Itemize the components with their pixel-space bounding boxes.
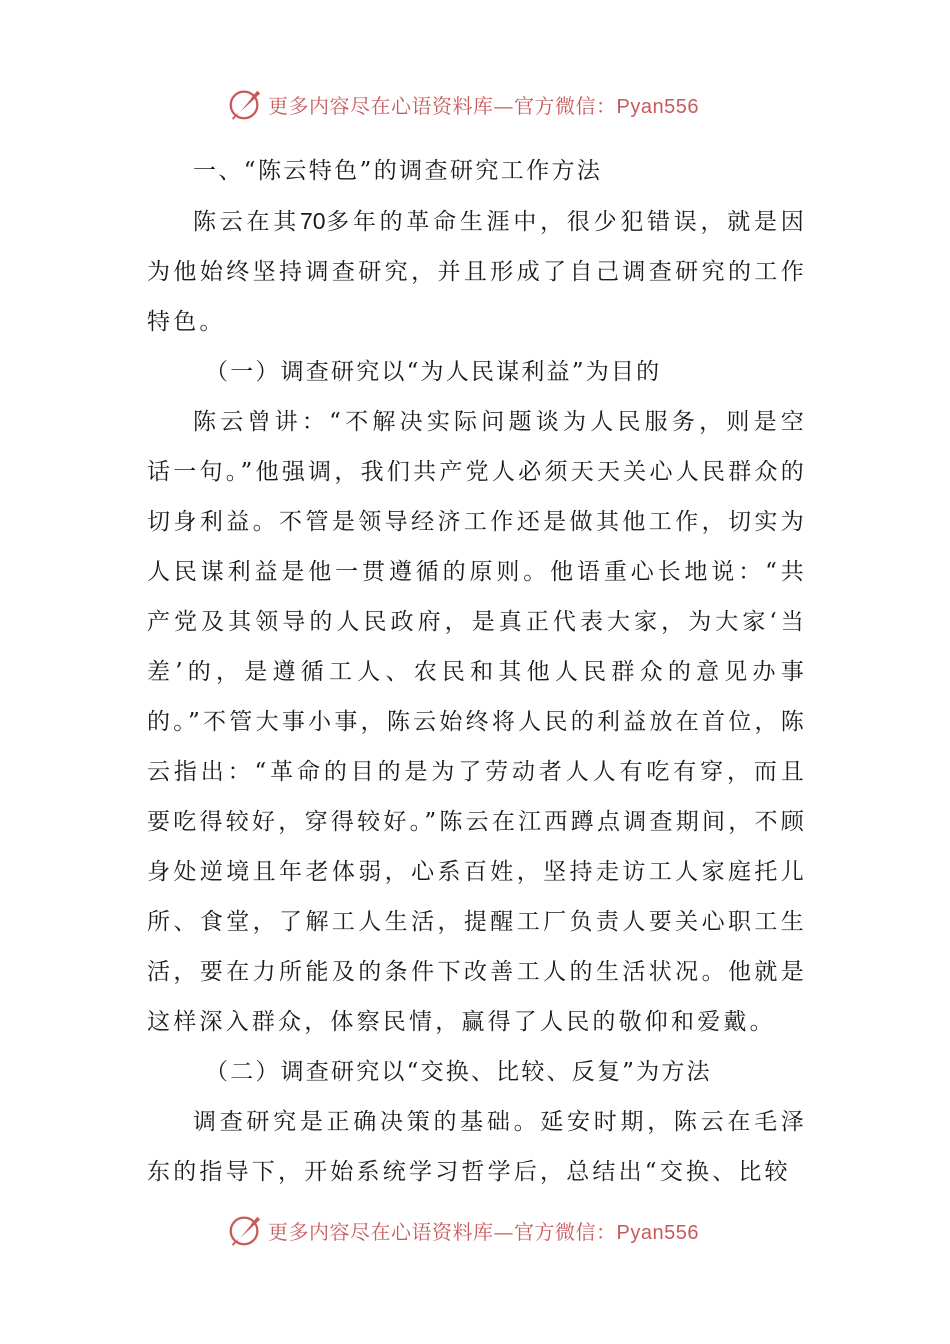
subsection-title-1: （一）调查研究以“为人民谋利益”为目的 <box>205 359 662 385</box>
document-body <box>147 146 807 1197</box>
intro-paragraph: 陈云在其70多年的革命生涯中，很少犯错误，就是因为他始终坚持调查研究，并且形成了自己调查研究的工作特色。 <box>147 208 807 335</box>
watermark-text: 更多内容尽在心语资料库—官方微信：Pyan556 <box>268 1219 699 1244</box>
subsection-body-2: 调查研究是正确决策的基础。延安时期，陈云在毛泽东的指导下，开始系统学习哲学后，总结出“交换、比较 <box>147 1109 807 1185</box>
watermark-header <box>226 84 699 124</box>
watermark-text: 更多内容尽在心语资料库—官方微信：Pyan556 <box>268 93 699 118</box>
watermark-wechat-id: Pyan556 <box>616 1221 699 1244</box>
section-heading: 一、“陈云特色”的调查研究工作方法 <box>193 158 603 184</box>
subsection-body-1: 陈云曾讲：“不解决实际问题谈为人民服务，则是空话一句。”他强调，我们共产党人必须天天关心人民群众的切身利益。不管是领导经济工作还是做其他工作，切实为人民谋利益是他一贯遵循的原则。他语重心长地说：“共产党及其领导的人民政府，是真正代表大家，为大家‘当差’的，是遵循工人、农民和其他人民群众的意见办事的。”不管大事小事，陈云始终将人民的利益放在首位，陈云指出：“革命的目的是为了劳动者人人有吃有穿，而且要吃得较好，穿得较好。”陈云在江西蹲点调查期间，不顾身处逆境且年老体弱，心系百姓，坚持走访工人家庭托儿所、食堂，了解工人生活，提醒工厂负责人要关心职工生活，要在力所能及的条件下改善工人的生活状况。他就是这样深入群众，体察民情，赢得了人民的敬仰和爱戴。 <box>147 409 807 1035</box>
subsection-title-2: （二）调查研究以“交换、比较、反复”为方法 <box>205 1059 712 1085</box>
watermark-footer <box>226 1210 699 1250</box>
quill-pen-icon <box>226 85 264 123</box>
quill-pen-icon <box>226 1211 264 1249</box>
watermark-wechat-id: Pyan556 <box>616 95 699 118</box>
